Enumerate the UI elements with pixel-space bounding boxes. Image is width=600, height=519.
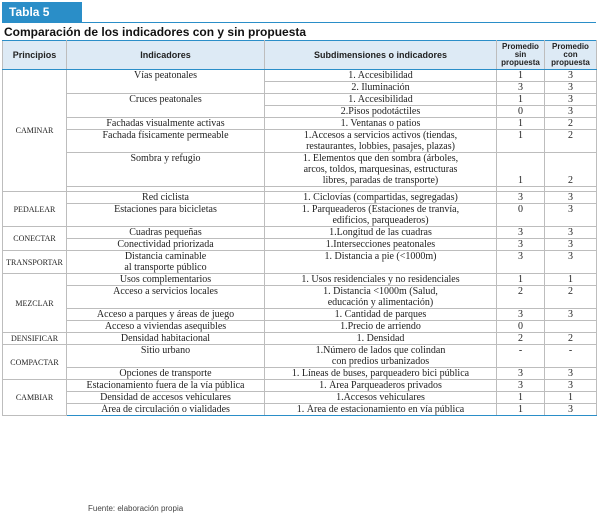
value-with: 3 bbox=[545, 70, 597, 82]
value-without: 3 bbox=[497, 251, 545, 274]
value-with: 2 bbox=[545, 118, 597, 130]
value-without: - bbox=[497, 345, 545, 368]
table-row bbox=[3, 227, 597, 239]
indicator-cell: Distancia caminable al transporte público bbox=[67, 251, 265, 274]
value-with: 3 bbox=[545, 251, 597, 274]
value-with: 3 bbox=[545, 204, 597, 227]
value-with: 2 bbox=[545, 286, 597, 309]
value-without: 1 bbox=[497, 130, 545, 153]
source-note: Fuente: elaboración propia bbox=[88, 504, 184, 513]
value-without: 0 bbox=[497, 321, 545, 333]
subdimension-cell: 1.Accesos vehiculares bbox=[265, 392, 497, 404]
value-without: 3 bbox=[497, 368, 545, 380]
indicator-cell: Densidad habitacional bbox=[67, 333, 265, 345]
indicator-cell: Estaciones para bicicletas bbox=[67, 204, 265, 227]
table-row bbox=[3, 204, 597, 227]
indicator-cell: Fachada físicamente permeable bbox=[67, 130, 265, 153]
table-row bbox=[3, 321, 597, 333]
header-principles: Principios bbox=[3, 41, 67, 70]
indicator-cell: Opciones de transporte bbox=[67, 368, 265, 380]
table-row bbox=[3, 309, 597, 321]
indicator-cell: Cruces peatonales bbox=[67, 94, 265, 118]
subdimension-cell: 1. Elementos que den sombra (árboles, arcos, toldos, marquesinas, estructuras libres, paradas de transporte) bbox=[265, 153, 497, 187]
table-row bbox=[3, 251, 597, 274]
value-without: 1 bbox=[497, 153, 545, 187]
value-without: 1 bbox=[497, 404, 545, 416]
table-row bbox=[3, 286, 597, 309]
subdimension-cell: 1.Precio de arriendo bbox=[265, 321, 497, 333]
value-with: 2 bbox=[545, 130, 597, 153]
value-with: 3 bbox=[545, 106, 597, 118]
principle-transportar: TRANSPORTAR bbox=[3, 251, 67, 274]
principle-conectar: CONECTAR bbox=[3, 227, 67, 251]
value-with: 3 bbox=[545, 94, 597, 106]
header-without-proposal: Promedio sin propuesta bbox=[497, 41, 545, 70]
indicator-cell: Acceso a servicios locales bbox=[67, 286, 265, 309]
comparison-table bbox=[2, 40, 597, 416]
indicator-cell: Densidad de accesos vehiculares bbox=[67, 392, 265, 404]
indicator-cell: Fachadas visualmente activas bbox=[67, 118, 265, 130]
value-with: 2 bbox=[545, 333, 597, 345]
subdimension-cell: 1. Usos residenciales y no residenciales bbox=[265, 274, 497, 286]
subdimension-cell: 1. Área Parqueaderos privados bbox=[265, 380, 497, 392]
value-without: 3 bbox=[497, 239, 545, 251]
indicator-cell: Cuadras pequeñas bbox=[67, 227, 265, 239]
subdimension-cell: 1. Distancia a pie (<1000m) bbox=[265, 251, 497, 274]
table-row bbox=[3, 333, 597, 345]
table-row bbox=[3, 153, 597, 187]
value-without: 3 bbox=[497, 309, 545, 321]
table-number-tag: Tabla 5 bbox=[2, 2, 82, 22]
subdimension-cell: 2. Iluminación bbox=[265, 82, 497, 94]
value-without: 2 bbox=[497, 286, 545, 309]
tag-divider bbox=[2, 22, 596, 23]
principle-cambiar: CAMBIAR bbox=[3, 380, 67, 416]
principle-compactar: COMPACTAR bbox=[3, 345, 67, 380]
value-without: 1 bbox=[497, 118, 545, 130]
principle-pedalear: PEDALEAR bbox=[3, 192, 67, 227]
value-with: 1 bbox=[545, 392, 597, 404]
table-row bbox=[3, 274, 597, 286]
table-row bbox=[3, 368, 597, 380]
value-with: 3 bbox=[545, 227, 597, 239]
value-without: 1 bbox=[497, 274, 545, 286]
subdimension-cell: 1. Parqueaderos (Estaciones de tranvía, edificios, parqueaderos) bbox=[265, 204, 497, 227]
header-with-proposal: Promedio con propuesta bbox=[545, 41, 597, 70]
value-with: 3 bbox=[545, 82, 597, 94]
table-row bbox=[3, 94, 597, 106]
subdimension-cell: 1. Distancia <1000m (Salud, educación y alimentación) bbox=[265, 286, 497, 309]
header-indicators: Indicadores bbox=[67, 41, 265, 70]
table-row bbox=[3, 345, 597, 368]
subdimension-cell: 1. Densidad bbox=[265, 333, 497, 345]
indicator-cell: Vías peatonales bbox=[67, 70, 265, 94]
value-with: 3 bbox=[545, 404, 597, 416]
indicator-cell: Usos complementarios bbox=[67, 274, 265, 286]
value-without: 3 bbox=[497, 82, 545, 94]
value-without: 1 bbox=[497, 94, 545, 106]
subdimension-cell: 2.Pisos podotáctiles bbox=[265, 106, 497, 118]
value-with bbox=[545, 321, 597, 333]
indicator-cell: Sitio urbano bbox=[67, 345, 265, 368]
table-row bbox=[3, 130, 597, 153]
table-row bbox=[3, 192, 597, 204]
indicator-cell: Área de circulación o vialidades bbox=[67, 404, 265, 416]
value-with: 2 bbox=[545, 153, 597, 187]
table-row bbox=[3, 70, 597, 82]
indicator-cell: Acceso a viviendas asequibles bbox=[67, 321, 265, 333]
subdimension-cell: 1. Líneas de buses, parqueadero bici pública bbox=[265, 368, 497, 380]
table-title: Comparación de los indicadores con y sin propuesta bbox=[4, 25, 307, 39]
table-row bbox=[3, 239, 597, 251]
subdimension-cell: 1. Ciclovías (compartidas, segregadas) bbox=[265, 192, 497, 204]
indicator-cell: Conectividad priorizada bbox=[67, 239, 265, 251]
value-with: 3 bbox=[545, 192, 597, 204]
value-without: 1 bbox=[497, 392, 545, 404]
value-with: 3 bbox=[545, 309, 597, 321]
value-without: 0 bbox=[497, 204, 545, 227]
value-without: 2 bbox=[497, 333, 545, 345]
value-with: 1 bbox=[545, 274, 597, 286]
principle-mezclar: MEZCLAR bbox=[3, 274, 67, 333]
subdimension-cell: 1.Accesos a servicios activos (tiendas, restaurantes, lobbies, pasajes, plazas) bbox=[265, 130, 497, 153]
subdimension-cell: 1. Ventanas o patios bbox=[265, 118, 497, 130]
principle-densificar: DENSIFICAR bbox=[3, 333, 67, 345]
indicator-cell: Sombra y refugio bbox=[67, 153, 265, 187]
value-with: - bbox=[545, 345, 597, 368]
value-with: 3 bbox=[545, 239, 597, 251]
indicator-cell: Acceso a parques y áreas de juego bbox=[67, 309, 265, 321]
header-row bbox=[3, 41, 597, 70]
indicator-cell: Red ciclista bbox=[67, 192, 265, 204]
principle-caminar: CAMINAR bbox=[3, 70, 67, 192]
table-row bbox=[3, 118, 597, 130]
value-with: 3 bbox=[545, 380, 597, 392]
subdimension-cell: 1.Número de lados que colindan con predios urbanizados bbox=[265, 345, 497, 368]
header-subdimensions: Subdimensiones o indicadores bbox=[265, 41, 497, 70]
subdimension-cell: 1. Área de estacionamiento en vía pública bbox=[265, 404, 497, 416]
indicator-cell: Estacionamiento fuera de la vía pública bbox=[67, 380, 265, 392]
table-row bbox=[3, 404, 597, 416]
subdimension-cell: 1. Accesibilidad bbox=[265, 94, 497, 106]
value-with: 3 bbox=[545, 368, 597, 380]
value-without: 0 bbox=[497, 106, 545, 118]
value-without: 3 bbox=[497, 227, 545, 239]
value-without: 3 bbox=[497, 380, 545, 392]
table-row bbox=[3, 392, 597, 404]
value-without: 3 bbox=[497, 192, 545, 204]
table-row bbox=[3, 380, 597, 392]
subdimension-cell: 1. Accesibilidad bbox=[265, 70, 497, 82]
subdimension-cell: 1.Longitud de las cuadras bbox=[265, 227, 497, 239]
subdimension-cell: 1. Cantidad de parques bbox=[265, 309, 497, 321]
subdimension-cell: 1.Intersecciones peatonales bbox=[265, 239, 497, 251]
value-without: 1 bbox=[497, 70, 545, 82]
